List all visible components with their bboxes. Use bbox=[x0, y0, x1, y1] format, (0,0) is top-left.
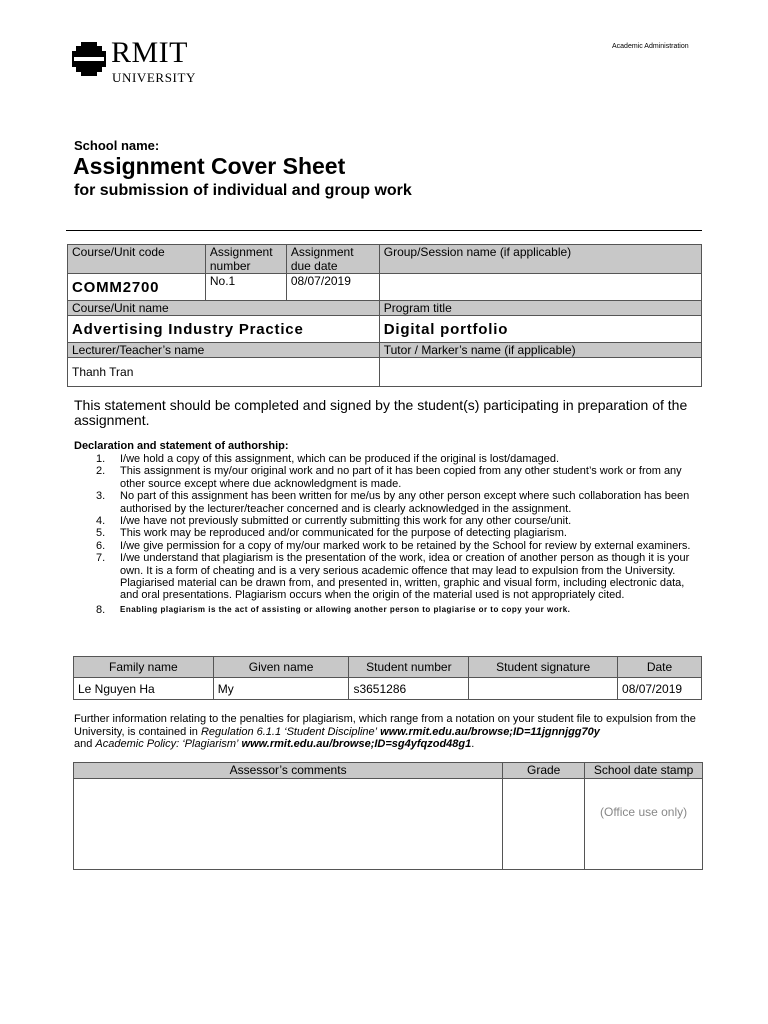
admin-label: Academic Administration bbox=[612, 43, 689, 50]
family-name-value[interactable]: Le Nguyen Ha bbox=[74, 678, 214, 700]
grade-header: Grade bbox=[503, 763, 585, 779]
regulation-reference: Regulation 6.1.1 ‘Student Discipline’ bbox=[200, 725, 378, 738]
page-subtitle: for submission of individual and group work bbox=[74, 182, 412, 199]
declaration-item bbox=[84, 604, 704, 616]
declaration-item bbox=[84, 515, 704, 527]
declaration-item bbox=[84, 453, 704, 465]
date-value[interactable]: 08/07/2019 bbox=[618, 678, 702, 700]
declaration-text: No part of this assignment has been written for me/us by any other person except where such collaboration has been authorised by the lecturer/teacher concerned and is clearly acknowledged in the assignment. bbox=[120, 490, 690, 515]
declaration-number: 4. bbox=[96, 515, 106, 528]
assessor-table bbox=[73, 762, 703, 870]
student-signature-value[interactable] bbox=[469, 678, 618, 700]
program-value[interactable]: Digital portfolio bbox=[379, 316, 701, 343]
student-table bbox=[73, 656, 702, 700]
grade-field[interactable] bbox=[503, 779, 585, 870]
declaration-text: This work may be reproduced and/or communicated for the purpose of detecting plagiarism. bbox=[120, 527, 567, 540]
declaration-item bbox=[84, 527, 704, 539]
declaration-number: 7. bbox=[96, 552, 106, 565]
further-info-text: Further information relating to the penalties for plagiarism, which range from a notation on your student file to expulsion from the University, is contained in bbox=[74, 713, 696, 738]
student-number-value[interactable]: s3651286 bbox=[349, 678, 469, 700]
group-value[interactable] bbox=[379, 274, 701, 301]
assessor-comments-field[interactable] bbox=[74, 779, 503, 870]
date-stamp-field bbox=[585, 779, 703, 870]
policy-link[interactable]: www.rmit.edu.au/browse;ID=sg4yfqzod48g1 bbox=[241, 738, 472, 750]
logo-text: RMIT bbox=[111, 36, 188, 69]
due-date-value[interactable]: 08/07/2019 bbox=[286, 274, 379, 301]
declaration-heading: Declaration and statement of authorship: bbox=[74, 440, 289, 452]
regulation-link[interactable]: www.rmit.edu.au/browse;ID=11jgnnjgg70y bbox=[380, 725, 600, 738]
tutor-header: Tutor / Marker’s name (if applicable) bbox=[379, 343, 701, 358]
declaration-text: I/we understand that plagiarism is the presentation of the work, idea or creation of another person as though it is your own. It is a form of cheating and is a very serious academic offence that may lead to expulsion from the University. Plagiarised material can be drawn from, and presented in, written, graphic and visual form, including electronic data, and oral presentations. Plagiarism occurs when the origin of the material used is not appropriately cited. bbox=[120, 552, 690, 602]
policy-reference: Academic Policy: ‘Plagiarism’ bbox=[95, 738, 239, 750]
date-header: Date bbox=[618, 657, 702, 678]
course-code-header: Course/Unit code bbox=[68, 245, 206, 274]
lecturer-header: Lecturer/Teacher’s name bbox=[68, 343, 380, 358]
course-name-value[interactable]: Advertising Industry Practice bbox=[68, 316, 380, 343]
declaration-text: I/we hold a copy of this assignment, which can be produced if the original is lost/damaged. bbox=[120, 453, 560, 465]
course-code-value[interactable]: COMM2700 bbox=[68, 274, 206, 301]
declaration-text: Enabling plagiarism is the act of assisting or allowing another person to plagiarise or to copy your work. bbox=[120, 604, 571, 614]
declaration-item bbox=[84, 552, 704, 602]
declaration-item bbox=[84, 490, 704, 515]
family-name-header: Family name bbox=[74, 657, 214, 678]
course-name-header: Course/Unit name bbox=[68, 301, 380, 316]
further-info: Further information relating to the penalties for plagiarism, which range from a notation on your student file to expulsion from the University, is contained in Regulation 6.1.1 ‘Student Discipline’ www.rmit.edu.au/browse;ID=11jgnnjgg70y and Academic Policy: ‘Plagiarism’ www.rmit.edu.au/browse;ID=sg4yfqzod48g1. bbox=[74, 713, 696, 750]
declaration-text: I/we have not previously submitted or currently submitting this work for any other course/unit. bbox=[120, 515, 572, 528]
rmit-pixel-logo-icon bbox=[72, 42, 106, 76]
student-number-header: Student number bbox=[349, 657, 469, 678]
declaration-number: 2. bbox=[96, 465, 106, 478]
student-signature-header: Student signature bbox=[469, 657, 618, 678]
program-header: Program title bbox=[379, 301, 701, 316]
page-title: Assignment Cover Sheet bbox=[73, 153, 346, 179]
lecturer-value[interactable]: Thanh Tran bbox=[68, 358, 380, 387]
statement-text: This statement should be completed and signed by the student(s) participating in preparation of the assignment. bbox=[74, 397, 688, 428]
office-use-label: (Office use only) bbox=[599, 805, 688, 819]
declaration-number: 6. bbox=[96, 539, 106, 552]
logo-subtext: UNIVERSITY bbox=[112, 70, 196, 85]
date-stamp-header: School date stamp bbox=[585, 763, 703, 779]
assignment-number-header: Assignment number bbox=[205, 245, 286, 274]
course-details-table bbox=[67, 244, 702, 387]
group-header: Group/Session name (if applicable) bbox=[379, 245, 701, 274]
given-name-value[interactable]: My bbox=[213, 678, 349, 700]
rmit-logo bbox=[72, 36, 212, 88]
further-info-text: and bbox=[74, 738, 96, 750]
declaration-list bbox=[84, 453, 704, 616]
declaration-number: 8. bbox=[96, 603, 106, 616]
declaration-item bbox=[84, 540, 704, 552]
declaration-text: This assignment is my/our original work and no part of it has been copied from any other student’s work or from any other source except where due acknowledgment is made. bbox=[120, 465, 682, 490]
declaration-number: 1. bbox=[96, 453, 106, 465]
title-divider bbox=[66, 230, 702, 231]
assessor-comments-header: Assessor’s comments bbox=[74, 763, 503, 779]
declaration-number: 5. bbox=[96, 527, 106, 540]
declaration-text: I/we give permission for a copy of my/our marked work to be retained by the School for review by external examiners. bbox=[120, 539, 691, 552]
tutor-value[interactable] bbox=[379, 358, 701, 387]
assignment-number-value[interactable]: No.1 bbox=[205, 274, 286, 301]
declaration-number: 3. bbox=[96, 490, 106, 503]
given-name-header: Given name bbox=[213, 657, 349, 678]
declaration-item bbox=[84, 465, 704, 490]
school-label: School name: bbox=[74, 138, 160, 153]
due-date-header: Assignment due date bbox=[286, 245, 379, 274]
